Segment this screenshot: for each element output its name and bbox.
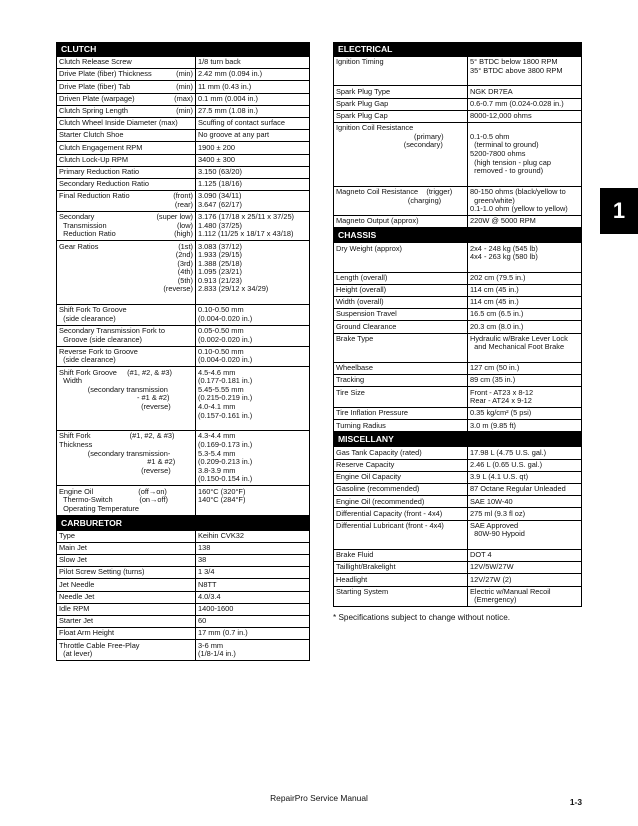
spec-row bbox=[334, 86, 582, 98]
section-header-row bbox=[334, 433, 582, 447]
spec-row bbox=[57, 178, 310, 190]
spec-row bbox=[57, 191, 310, 212]
spec-label: Spark Plug Cap bbox=[336, 111, 388, 121]
spec-row bbox=[334, 272, 582, 284]
left-column bbox=[56, 42, 309, 661]
spec-label-cell bbox=[334, 216, 468, 228]
section-title: ELECTRICAL bbox=[334, 43, 582, 57]
spec-row bbox=[57, 431, 310, 486]
spec-value: 160°C (320°F) 140°C (284°F) bbox=[196, 486, 310, 515]
spec-value: 80-150 ohms (black/yellow to green/white) 0.1-1.0 ohm (yellow to yellow) bbox=[468, 186, 582, 215]
spec-row bbox=[334, 375, 582, 387]
spec-label-wrap bbox=[59, 107, 193, 116]
spec-value: 0.05-0.50 mm (0.002-0.020 in.) bbox=[196, 325, 310, 346]
spec-value: 1400-1600 bbox=[196, 603, 310, 615]
spec-value: 3.150 (63/20) bbox=[196, 166, 310, 178]
spec-value: 87 Octane Regular Unleaded bbox=[468, 484, 582, 496]
spec-row bbox=[334, 471, 582, 483]
spec-label-cell bbox=[334, 562, 468, 574]
spec-label-wrap bbox=[59, 213, 193, 239]
spec-row bbox=[334, 122, 582, 186]
spec-label: Gas Tank Capacity (rated) bbox=[336, 447, 422, 457]
spec-label: Spark Plug Type bbox=[336, 86, 391, 96]
spec-value: 12V/5W/27W bbox=[468, 562, 582, 574]
spec-value: 275 ml (9.3 fl oz) bbox=[468, 508, 582, 520]
spec-row bbox=[57, 93, 310, 105]
spec-label-cell bbox=[334, 420, 468, 432]
spec-value: 1 3/4 bbox=[196, 567, 310, 579]
spec-row bbox=[334, 284, 582, 296]
spec-label-cell bbox=[57, 554, 196, 566]
section-header-row bbox=[334, 43, 582, 57]
spec-row bbox=[57, 367, 310, 431]
spec-qualifier: (max) bbox=[174, 93, 193, 103]
spec-label: Clutch Wheel Inside Diameter (max) bbox=[59, 118, 178, 128]
spec-label: Starter Clutch Shoe bbox=[59, 130, 124, 140]
spec-label: Length (overall) bbox=[336, 272, 388, 282]
spec-value: Front - AT23 x 8-12 Rear - AT24 x 9-12 bbox=[468, 387, 582, 408]
spec-label-cell bbox=[334, 471, 468, 483]
spec-label-cell bbox=[334, 459, 468, 471]
chassis-table bbox=[333, 228, 582, 432]
spec-value: 0.10-0.50 mm (0.004-0.020 in.) bbox=[196, 304, 310, 325]
spec-value: 3.9 L (4.1 U.S. qt) bbox=[468, 471, 582, 483]
spec-label: Secondary Transmission Fork to Groove (side clearance) bbox=[59, 326, 165, 344]
spec-value: 3-6 mm (1/8-1/4 in.) bbox=[196, 640, 310, 661]
spec-row bbox=[57, 530, 310, 542]
spec-label: Tire Inflation Pressure bbox=[336, 408, 409, 418]
spec-value: 3.090 (34/11) 3.647 (62/17) bbox=[196, 191, 310, 212]
spec-label-cell bbox=[334, 98, 468, 110]
spec-value: 114 cm (45 in.) bbox=[468, 284, 582, 296]
spec-row bbox=[334, 98, 582, 110]
spec-row bbox=[57, 346, 310, 367]
spec-label: Reverse Fork to Groove (side clearance) bbox=[59, 346, 138, 365]
spec-label: Width (overall) bbox=[336, 297, 384, 307]
spec-row bbox=[334, 459, 582, 471]
spec-label-cell bbox=[57, 117, 196, 129]
spec-row bbox=[57, 567, 310, 579]
spec-row bbox=[57, 241, 310, 305]
spec-row bbox=[57, 325, 310, 346]
spec-label-cell bbox=[334, 57, 468, 86]
spec-label-cell bbox=[57, 431, 196, 486]
spec-label: Clutch Lock-Up RPM bbox=[59, 154, 128, 164]
spec-label: Clutch Release Screw bbox=[59, 57, 132, 67]
spec-label: Final Reduction Ratio bbox=[59, 191, 130, 201]
spec-label: Throttle Cable Free-Play (at lever) bbox=[59, 640, 140, 659]
spec-value: 4.0/3.4 bbox=[196, 591, 310, 603]
spec-row bbox=[334, 309, 582, 321]
spec-label: Clutch Spring Length bbox=[59, 106, 129, 116]
spec-label: Engine Oil Capacity bbox=[336, 472, 401, 482]
spec-label: Suspension Travel bbox=[336, 309, 397, 319]
spec-label-cell bbox=[334, 186, 468, 215]
spec-label: Magneto Output (approx) bbox=[336, 216, 419, 226]
chapter-tab: 1 bbox=[600, 188, 638, 234]
spec-value: 12V/27W (2) bbox=[468, 574, 582, 586]
spec-label-cell bbox=[57, 105, 196, 117]
spec-label: Tire Size bbox=[336, 387, 365, 397]
spec-value: Electric w/Manual Recoil (Emergency) bbox=[468, 586, 582, 607]
spec-value: 0.6-0.7 mm (0.024-0.028 in.) bbox=[468, 98, 582, 110]
spec-row bbox=[334, 520, 582, 549]
spec-label-cell bbox=[57, 166, 196, 178]
spec-label-wrap bbox=[59, 95, 193, 104]
spec-label-cell bbox=[57, 178, 196, 190]
spec-value: No groove at any part bbox=[196, 130, 310, 142]
spec-label-cell bbox=[334, 447, 468, 459]
spec-qualifier: (super low) (low) (high) bbox=[156, 212, 193, 239]
miscellany-table bbox=[333, 432, 582, 607]
section-header-row bbox=[57, 43, 310, 57]
spec-label-wrap bbox=[59, 70, 193, 79]
spec-row bbox=[57, 130, 310, 142]
spec-label: Spark Plug Gap bbox=[336, 98, 389, 108]
spec-value: 0.35 kg/cm² (5 psi) bbox=[468, 408, 582, 420]
spec-label: Pilot Screw Setting (turns) bbox=[59, 567, 145, 577]
spec-label: Driven Plate (warpage) bbox=[59, 93, 135, 103]
spec-value: 0.1-0.5 ohm (terminal to ground) 5200-7800 ohms (high tension - plug cap removed - to ground) bbox=[468, 122, 582, 186]
spec-label-cell bbox=[57, 530, 196, 542]
spec-value: N8TT bbox=[196, 579, 310, 591]
spec-label: Primary Reduction Ratio bbox=[59, 166, 140, 176]
spec-value: Keihin CVK32 bbox=[196, 530, 310, 542]
spec-value: 89 cm (35 in.) bbox=[468, 375, 582, 387]
spec-label: Tracking bbox=[336, 375, 365, 385]
spec-value: 5° BTDC below 1800 RPM 35° BTDC above 3800 RPM bbox=[468, 57, 582, 86]
spec-label: Magneto Coil Resistance (trigger) (charging) bbox=[336, 186, 453, 205]
spec-label-cell bbox=[334, 586, 468, 607]
spec-value: 138 bbox=[196, 542, 310, 554]
spec-row bbox=[57, 57, 310, 69]
spec-value: 60 bbox=[196, 615, 310, 627]
spec-row bbox=[334, 484, 582, 496]
page-number: 1-3 bbox=[569, 797, 582, 807]
spec-label-cell bbox=[57, 69, 196, 81]
spec-row bbox=[334, 420, 582, 432]
spec-label: Shift Fork Groove (#1, #2, & #3) Width (secondary transmission - #1 & #2) (reverse) bbox=[59, 367, 172, 411]
spec-value: 17 mm (0.7 in.) bbox=[196, 628, 310, 640]
spec-qualifier: (min) bbox=[176, 81, 193, 91]
right-column bbox=[333, 42, 581, 622]
spec-value: 38 bbox=[196, 554, 310, 566]
spec-label: Dry Weight (approx) bbox=[336, 243, 402, 253]
footer-title: RepairPro Service Manual bbox=[270, 793, 368, 803]
spec-label-cell bbox=[57, 640, 196, 661]
spec-label-cell bbox=[57, 579, 196, 591]
spec-label: Drive Plate (fiber) Thickness bbox=[59, 69, 152, 79]
spec-value: 27.5 mm (1.08 in.) bbox=[196, 105, 310, 117]
spec-row bbox=[334, 243, 582, 272]
spec-row bbox=[334, 387, 582, 408]
spec-label: Main Jet bbox=[59, 543, 87, 553]
spec-label-cell bbox=[57, 241, 196, 305]
spec-value: 1.125 (18/16) bbox=[196, 178, 310, 190]
spec-row bbox=[57, 211, 310, 240]
spec-label-cell bbox=[57, 81, 196, 93]
spec-label: Headlight bbox=[336, 574, 368, 584]
spec-value: 1900 ± 200 bbox=[196, 142, 310, 154]
spec-row bbox=[57, 69, 310, 81]
spec-label: Needle Jet bbox=[59, 591, 95, 601]
spec-label: Brake Fluid bbox=[336, 550, 374, 560]
spec-row bbox=[57, 615, 310, 627]
spec-label-cell bbox=[334, 122, 468, 186]
spec-label-cell bbox=[57, 130, 196, 142]
spec-value: 2.46 L (0.65 U.S. gal.) bbox=[468, 459, 582, 471]
spec-label-cell bbox=[57, 591, 196, 603]
spec-label-cell bbox=[57, 615, 196, 627]
spec-label-cell bbox=[57, 142, 196, 154]
spec-label-wrap bbox=[59, 83, 193, 92]
spec-row bbox=[57, 105, 310, 117]
spec-qualifier: (min) bbox=[176, 106, 193, 116]
spec-label: Ignition Timing bbox=[336, 57, 384, 67]
spec-label: Engine Oil (off→on) Thermo-Switch (on→off) Operating Temperature bbox=[59, 486, 168, 513]
spec-label-cell bbox=[334, 243, 468, 272]
spec-label-cell bbox=[334, 520, 468, 549]
spec-row bbox=[334, 574, 582, 586]
spec-row bbox=[334, 447, 582, 459]
spec-value: Hydraulic w/Brake Lever Lock and Mechanical Foot Brake bbox=[468, 333, 582, 362]
spec-row bbox=[334, 110, 582, 122]
section-header-row bbox=[57, 516, 310, 530]
spec-label-cell bbox=[334, 272, 468, 284]
spec-row bbox=[57, 591, 310, 603]
spec-label-cell bbox=[334, 574, 468, 586]
spec-value: 1/8 turn back bbox=[196, 57, 310, 69]
spec-row bbox=[57, 81, 310, 93]
specifications-note: * Specifications subject to change without notice. bbox=[333, 613, 511, 623]
spec-label-cell bbox=[334, 496, 468, 508]
spec-row bbox=[334, 562, 582, 574]
spec-row bbox=[57, 579, 310, 591]
spec-row bbox=[57, 304, 310, 325]
spec-label: Type bbox=[59, 530, 76, 540]
spec-value: 202 cm (79.5 in.) bbox=[468, 272, 582, 284]
spec-label: Reserve Capacity bbox=[336, 459, 395, 469]
spec-value: 220W @ 5000 RPM bbox=[468, 216, 582, 228]
spec-label: Ground Clearance bbox=[336, 321, 397, 331]
spec-row bbox=[334, 186, 582, 215]
spec-row bbox=[334, 297, 582, 309]
section-header-row bbox=[334, 229, 582, 243]
spec-row bbox=[57, 640, 310, 661]
section-title: CLUTCH bbox=[57, 43, 310, 57]
spec-row bbox=[334, 508, 582, 520]
spec-label-cell bbox=[57, 486, 196, 515]
spec-label: Differential Capacity (front - 4x4) bbox=[336, 508, 443, 518]
spec-label-wrap bbox=[59, 192, 193, 209]
spec-row bbox=[334, 549, 582, 561]
spec-label: Clutch Engagement RPM bbox=[59, 142, 143, 152]
spec-value: 4.5-4.6 mm (0.177-0.181 in.) 5.45-5.55 mm (0.215-0.219 in.) 4.0-4.1 mm (0.157-0.161 in.) bbox=[196, 367, 310, 431]
spec-label-cell bbox=[57, 542, 196, 554]
section-title: CHASSIS bbox=[334, 229, 582, 243]
spec-qualifier: (1st) (2nd) (3rd) (4th) (5th) (reverse) bbox=[163, 241, 193, 294]
spec-value: 114 cm (45 in.) bbox=[468, 297, 582, 309]
spec-label-cell bbox=[57, 154, 196, 166]
spec-label: Slow Jet bbox=[59, 555, 87, 565]
spec-qualifier: (min) bbox=[176, 69, 193, 79]
spec-value: 11 mm (0.43 in.) bbox=[196, 81, 310, 93]
spec-value: Scuffing of contact surface bbox=[196, 117, 310, 129]
spec-row bbox=[57, 542, 310, 554]
spec-label-cell bbox=[334, 375, 468, 387]
spec-row bbox=[57, 603, 310, 615]
spec-row bbox=[334, 362, 582, 374]
spec-label: Engine Oil (recommended) bbox=[336, 496, 425, 506]
spec-value: 0.1 mm (0.004 in.) bbox=[196, 93, 310, 105]
spec-label-cell bbox=[57, 367, 196, 431]
spec-label: Ignition Coil Resistance (primary) (secondary) bbox=[336, 123, 444, 150]
spec-label-cell bbox=[57, 57, 196, 69]
spec-label-cell bbox=[334, 110, 468, 122]
spec-row bbox=[334, 216, 582, 228]
spec-value: 2.42 mm (0.094 in.) bbox=[196, 69, 310, 81]
spec-row bbox=[334, 333, 582, 362]
clutch-table bbox=[56, 42, 310, 516]
spec-label: Idle RPM bbox=[59, 604, 90, 614]
spec-label-wrap bbox=[59, 243, 193, 295]
spec-row bbox=[57, 486, 310, 515]
spec-label-cell bbox=[334, 484, 468, 496]
spec-label-cell bbox=[57, 304, 196, 325]
spec-label: Secondary Reduction Ratio bbox=[59, 179, 149, 189]
spec-row bbox=[57, 166, 310, 178]
spec-label: Drive Plate (fiber) Tab bbox=[59, 81, 131, 91]
spec-row bbox=[334, 408, 582, 420]
spec-row bbox=[57, 117, 310, 129]
spec-label-cell bbox=[334, 309, 468, 321]
spec-label: Taillight/Brakelight bbox=[336, 562, 396, 572]
spec-label: Turning Radius bbox=[336, 420, 386, 430]
spec-value: 3.0 m (9.85 ft) bbox=[468, 420, 582, 432]
spec-value: 16.5 cm (6.5 in.) bbox=[468, 309, 582, 321]
spec-label: Jet Needle bbox=[59, 579, 95, 589]
spec-value: NGK DR7EA bbox=[468, 86, 582, 98]
electrical-table bbox=[333, 42, 582, 228]
spec-label-cell bbox=[334, 387, 468, 408]
section-title: MISCELLANY bbox=[334, 433, 582, 447]
spec-value: 2x4 - 248 kg (545 lb) 4x4 - 263 kg (580 lb) bbox=[468, 243, 582, 272]
spec-value: 3.176 (17/18 x 25/11 x 37/25) 1.480 (37/25) 1.112 (11/25 x 18/17 x 43/18) bbox=[196, 211, 310, 240]
spec-label: Shift Fork To Groove (side clearance) bbox=[59, 305, 127, 323]
spec-row bbox=[57, 142, 310, 154]
spec-label-cell bbox=[334, 549, 468, 561]
spec-label-cell bbox=[57, 346, 196, 367]
spec-label: Wheelbase bbox=[336, 363, 373, 373]
spec-label-cell bbox=[334, 321, 468, 333]
spec-row bbox=[334, 57, 582, 86]
spec-value: 3400 ± 300 bbox=[196, 154, 310, 166]
spec-row bbox=[334, 496, 582, 508]
spec-label-cell bbox=[57, 211, 196, 240]
spec-label: Differential Lubricant (front - 4x4) bbox=[336, 520, 444, 530]
spec-label: Secondary Transmission Reduction Ratio bbox=[59, 212, 116, 239]
spec-row bbox=[334, 586, 582, 607]
spec-value: SAE 10W-40 bbox=[468, 496, 582, 508]
spec-value: 3.083 (37/12) 1.933 (29/15) 1.388 (25/18) 1.095 (23/21) 0.913 (21/23) 2.833 (29/12 x 34/29) bbox=[196, 241, 310, 305]
spec-label: Float Arm Height bbox=[59, 628, 115, 638]
spec-label: Gear Ratios bbox=[59, 241, 99, 251]
spec-value: 127 cm (50 in.) bbox=[468, 362, 582, 374]
spec-label-cell bbox=[334, 297, 468, 309]
spec-value: 8000-12,000 ohms bbox=[468, 110, 582, 122]
section-title: CARBURETOR bbox=[57, 516, 310, 530]
spec-label: Height (overall) bbox=[336, 285, 387, 295]
spec-value: SAE Approved 80W-90 Hypoid bbox=[468, 520, 582, 549]
spec-label: Starter Jet bbox=[59, 616, 94, 626]
spec-label-cell bbox=[57, 628, 196, 640]
spec-row bbox=[57, 554, 310, 566]
spec-label-cell bbox=[334, 362, 468, 374]
spec-value: 17.98 L (4.75 U.S. gal.) bbox=[468, 447, 582, 459]
spec-row bbox=[57, 628, 310, 640]
spec-value: 4.3-4.4 mm (0.169-0.173 in.) 5.3-5.4 mm (0.209-0.213 in.) 3.8-3.9 mm (0.150-0.154 in.) bbox=[196, 431, 310, 486]
spec-label-cell bbox=[334, 508, 468, 520]
spec-label-cell bbox=[57, 325, 196, 346]
spec-label-cell bbox=[57, 93, 196, 105]
spec-label-cell bbox=[57, 191, 196, 212]
spec-row bbox=[57, 154, 310, 166]
spec-label: Shift Fork (#1, #2, & #3) Thickness (secondary transmission- #1 & #2) (reverse) bbox=[59, 431, 176, 475]
spec-value: 20.3 cm (8.0 in.) bbox=[468, 321, 582, 333]
spec-label-cell bbox=[334, 408, 468, 420]
carburetor-table bbox=[56, 516, 310, 661]
spec-value: DOT 4 bbox=[468, 549, 582, 561]
spec-label-cell bbox=[57, 603, 196, 615]
spec-label-cell bbox=[57, 567, 196, 579]
spec-label-cell bbox=[334, 284, 468, 296]
spec-label: Gasoline (recommended) bbox=[336, 484, 420, 494]
spec-label-cell bbox=[334, 86, 468, 98]
spec-label-cell bbox=[334, 333, 468, 362]
spec-label: Brake Type bbox=[336, 333, 374, 343]
spec-label: Starting System bbox=[336, 586, 389, 596]
spec-value: 0.10-0.50 mm (0.004-0.020 in.) bbox=[196, 346, 310, 367]
spec-row bbox=[334, 321, 582, 333]
spec-qualifier: (front) (rear) bbox=[173, 191, 193, 209]
